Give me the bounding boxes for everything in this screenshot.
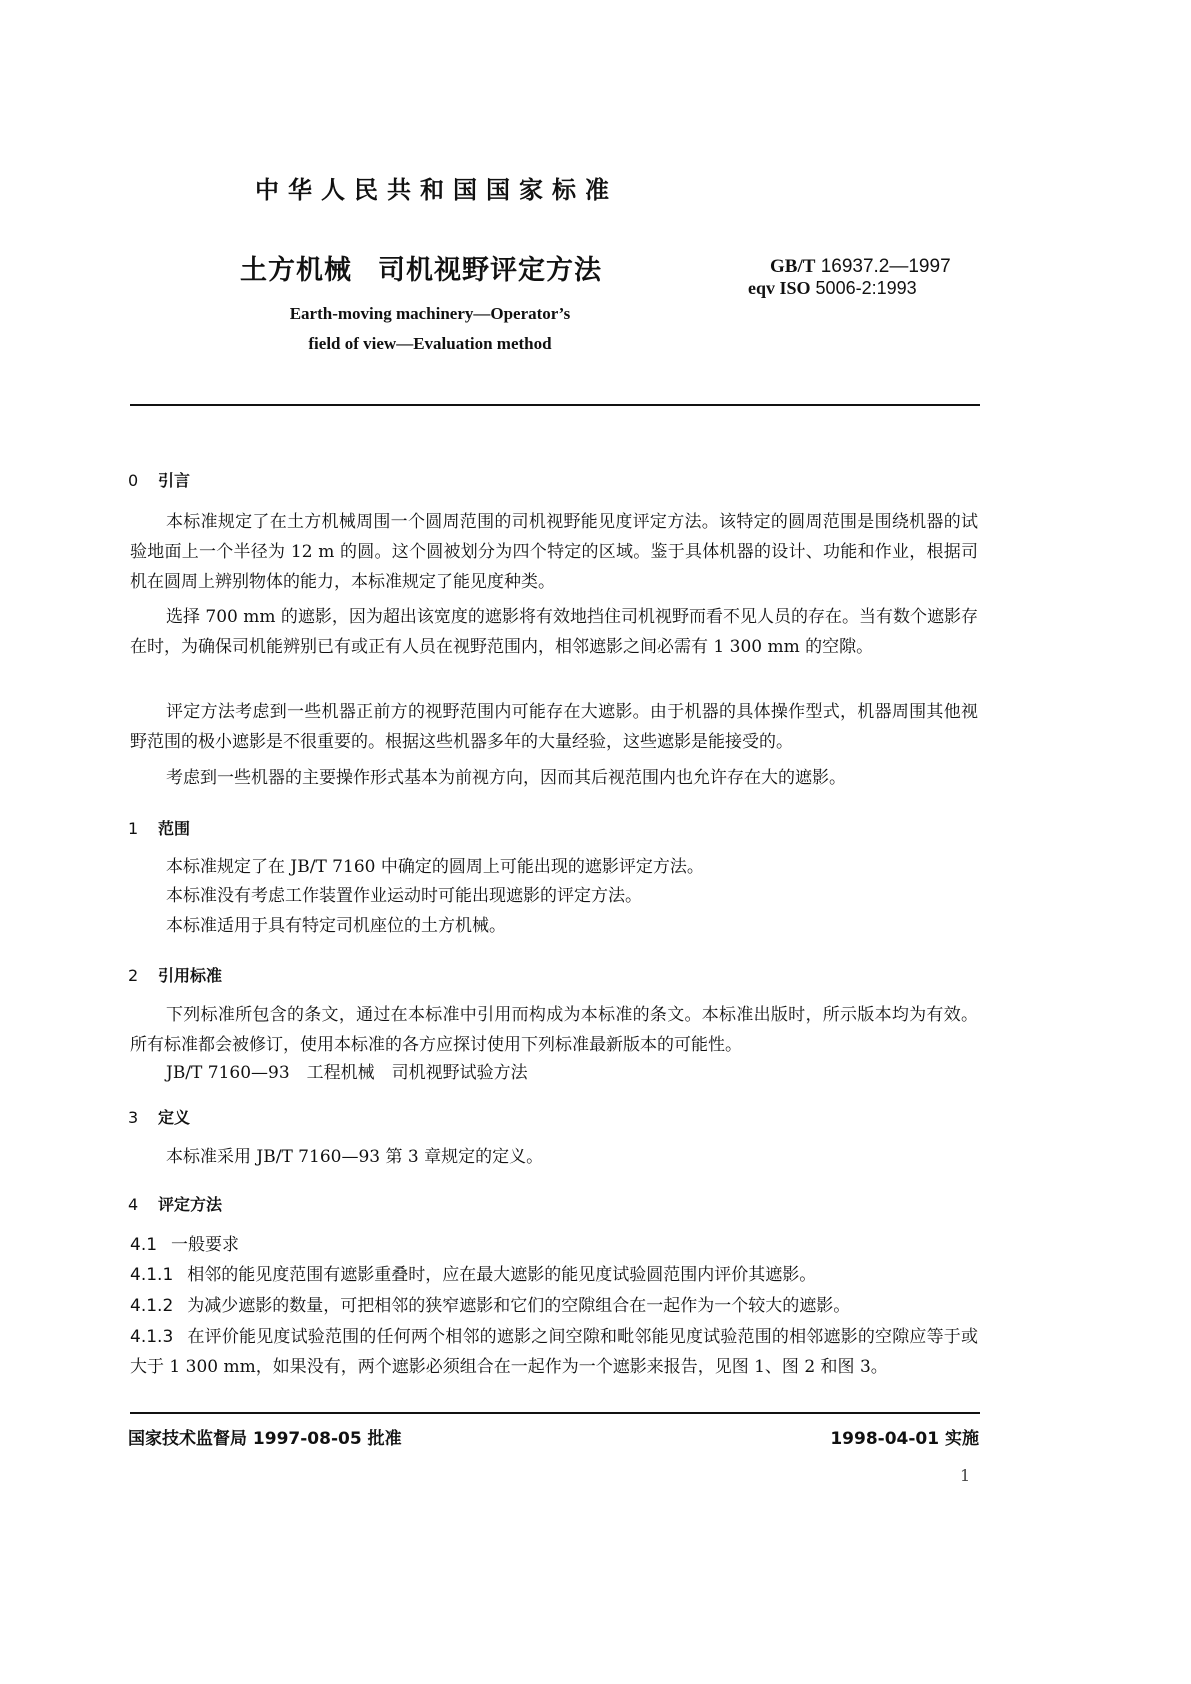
page-number: 1: [960, 1466, 971, 1485]
section-heading: [128, 1105, 190, 1128]
gb-number: 16937.2—1997: [820, 256, 951, 277]
title-part2: 司机视野评定方法: [378, 255, 602, 286]
implementation-date: 1998-04-01 实施: [830, 1429, 979, 1449]
clause-text: 相邻的能见度范围有遮影重叠时，应在最大遮影的能见度试验圆范围内评价其遮影。: [187, 1265, 817, 1285]
national-standard-heading: 中华人民共和国国家标准: [255, 176, 618, 204]
section-heading: [128, 816, 190, 839]
clause-number: 4.1.2: [130, 1296, 174, 1316]
section-heading: [128, 1192, 222, 1215]
section-number: 2: [128, 966, 139, 985]
paragraph: 下列标准所包含的条文，通过在本标准中引用而构成为本标准的条文。本标准出版时，所示版本均为有效。所有标准都会被修订，使用本标准的各方应探讨使用下列标准最新版本的可能性。: [130, 1005, 978, 1055]
clause-text: 在评价能见度试验范围的任何两个相邻的遮影之间空隙和毗邻能见度试验范围的相邻遮影的空隙应等于或大于 1 300 mm，如果没有，两个遮影必须组合在一起作为一个遮影来报告，见图 1、图 2 和图 3。: [130, 1327, 978, 1377]
paragraph: 本标准采用 JB/T 7160—93 第 3 章规定的定义。: [166, 1147, 544, 1167]
section-title: 范围: [158, 819, 191, 838]
clause-4-1-3: [130, 1322, 978, 1382]
paragraph: 本标准规定了在土方机械周围一个圆周范围的司机视野能见度评定方法。该特定的圆周范围是围绕机器的试验地面上一个半径为 12 m 的圆。这个圆被划分为四个特定的区域。鉴于具体机器的设计、功能和作业，根据司机在圆周上辨别物体的能力，本标准规定了能见度种类。: [130, 512, 978, 592]
clause-4-1: [130, 1230, 978, 1260]
paragraph: 本标准没有考虑工作装置作业运动时可能出现遮影的评定方法。: [166, 886, 642, 906]
standard-number: [770, 256, 951, 278]
footer-divider: [130, 1412, 980, 1414]
section-number: 4: [128, 1195, 139, 1214]
paragraph: 本标准适用于具有特定司机座位的土方机械。: [166, 916, 506, 936]
clause-number: 4.1.3: [130, 1327, 174, 1347]
clause-number: 4.1.1: [130, 1265, 174, 1285]
header-divider: [130, 404, 980, 406]
section-number: 1: [128, 819, 139, 838]
clause-text: 一般要求: [171, 1235, 240, 1255]
clause-4-1-2: [130, 1291, 978, 1321]
equivalent-standard: [748, 278, 917, 299]
paragraph: 考虑到一些机器的主要操作形式基本为前视方向，因而其后视范围内也允许存在大的遮影。: [166, 768, 846, 788]
section-title: 定义: [158, 1108, 191, 1127]
section-number: 0: [128, 471, 139, 490]
clause-4-1-1: [130, 1260, 978, 1290]
gb-prefix: GB/T: [770, 256, 816, 277]
section-title: 评定方法: [158, 1195, 223, 1214]
section-title: 引言: [158, 471, 191, 490]
paragraph: 选择 700 mm 的遮影，因为超出该宽度的遮影将有效地挡住司机视野而看不见人员的存在。当有数个遮影存在时，为确保司机能辨别已有或正有人员在视野范围内，相邻遮影之间必需有 1 300 mm 的空隙。: [130, 607, 978, 657]
section-title: 引用标准: [158, 966, 223, 985]
section-heading: [128, 468, 190, 491]
eqv-number: 5006-2:1993: [815, 278, 917, 298]
paragraph: 本标准规定了在 JB/T 7160 中确定的圆周上可能出现的遮影评定方法。: [166, 857, 704, 877]
eqv-prefix: eqv ISO: [748, 278, 811, 298]
title-part1: 土方机械: [240, 255, 352, 286]
section-heading: [128, 963, 222, 986]
clause-number: 4.1: [130, 1235, 158, 1255]
clause-text: 为减少遮影的数量，可把相邻的狭窄遮影和它们的空隙组合在一起作为一个较大的遮影。: [187, 1296, 851, 1316]
section-number: 3: [128, 1108, 139, 1127]
english-title-line2: field of view—Evaluation method: [308, 334, 552, 353]
normative-reference: JB/T 7160—93 工程机械 司机视野试验方法: [166, 1063, 528, 1083]
paragraph: 评定方法考虑到一些机器正前方的视野范围内可能存在大遮影。由于机器的具体操作型式，机器周围其他视野范围的极小遮影是不很重要的。根据这些机器多年的大量经验，这些遮影是能接受的。: [130, 702, 978, 752]
approval-date: 国家技术监督局 1997-08-05 批准: [128, 1429, 402, 1449]
english-title-line1: Earth-moving machinery—Operator’s: [289, 304, 571, 323]
document-title: [240, 248, 602, 287]
